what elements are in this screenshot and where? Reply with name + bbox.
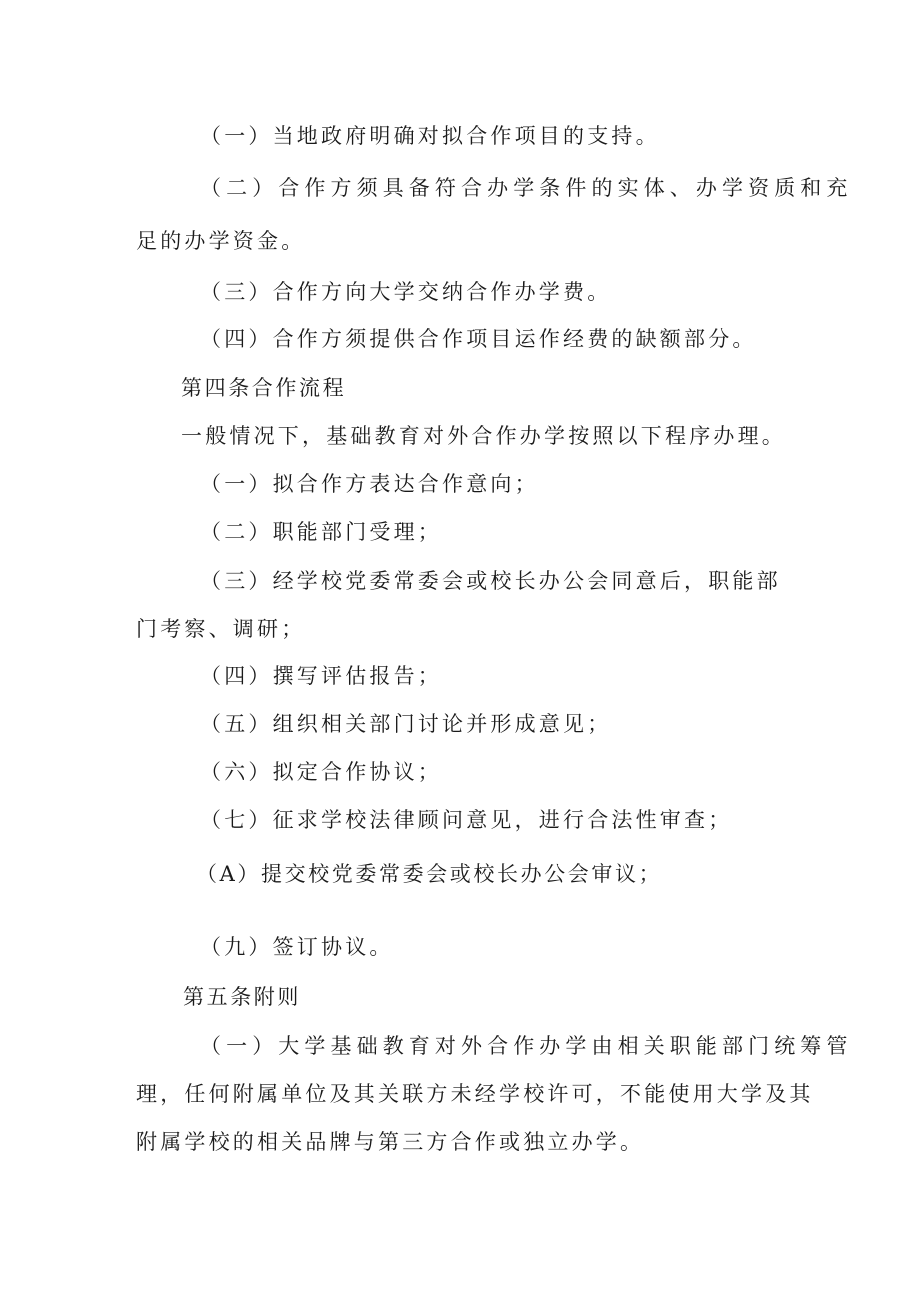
text-line: 门考察、调研； <box>136 617 306 641</box>
text-line: （A）提交校党委常委会或校长办公会审议； <box>196 862 663 886</box>
text-line: （九）签订协议。 <box>200 935 394 959</box>
text-line: （四）撰写评估报告； <box>200 664 442 688</box>
text-line: （一）当地政府明确对拟合作项目的支持。 <box>200 124 660 148</box>
text-line: 理，任何附属单位及其关联方未经学校许可，不能使用大学及其 <box>136 1082 814 1106</box>
text-line: （三）合作方向大学交纳合作办学费。 <box>200 280 612 304</box>
text-line: （二）合作方须具备符合办学条件的实体、办学资质和充 <box>200 176 853 200</box>
section-heading: 第四条合作流程 <box>181 376 347 400</box>
text-line: （一）大学基础教育对外合作办学由相关职能部门统筹管 <box>200 1034 853 1058</box>
text-line: （七）征求学校法律顾问意见，进行合法性审查； <box>200 808 733 832</box>
text-line: （三）经学校党委常委会或校长办公会同意后，职能部 <box>200 569 781 593</box>
text-line: （五）组织相关部门讨论并形成意见； <box>200 712 612 736</box>
text-line: （六）拟定合作协议； <box>200 760 442 784</box>
text-line: （一）拟合作方表达合作意向； <box>200 472 539 496</box>
text-line: 足的办学资金。 <box>136 229 306 253</box>
text-line: 一般情况下，基础教育对外合作办学按照以下程序办理。 <box>181 424 786 448</box>
text-line: （四）合作方须提供合作项目运作经费的缺额部分。 <box>200 327 757 351</box>
text-line: （二）职能部门受理； <box>200 520 442 544</box>
text-line: 附属学校的相关品牌与第三方合作或独立办学。 <box>136 1130 645 1154</box>
section-heading: 第五条附则 <box>183 985 301 1009</box>
